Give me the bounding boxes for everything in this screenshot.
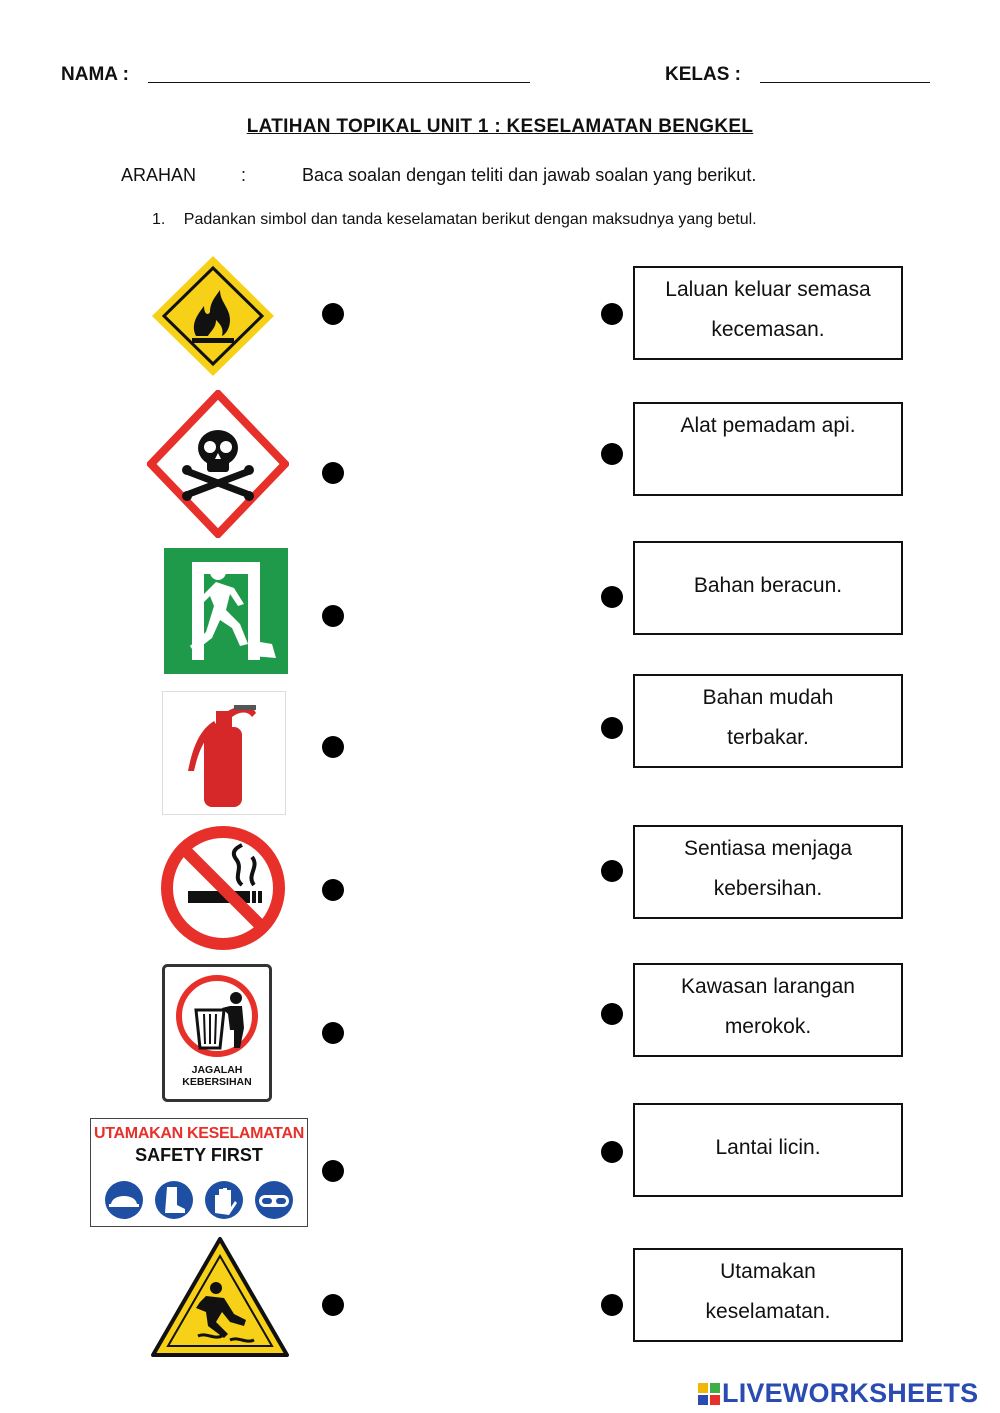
instruction-colon: : bbox=[241, 165, 247, 185]
left-match-dot-6[interactable] bbox=[322, 1022, 344, 1044]
question-number: 1. bbox=[152, 211, 166, 228]
left-match-dot-4[interactable] bbox=[322, 736, 344, 758]
answer-box-8 bbox=[633, 1248, 903, 1342]
answer-2-line1: Alat pemadam api. bbox=[680, 414, 856, 437]
answer-box-6 bbox=[633, 963, 903, 1057]
answer-7-line1: Lantai licin. bbox=[715, 1136, 821, 1159]
right-match-dot-7[interactable] bbox=[601, 1141, 623, 1163]
liveworksheets-brand[interactable]: LIVEWORKSHEETS bbox=[722, 1378, 979, 1408]
answer-6-line2: merokok. bbox=[724, 1015, 812, 1038]
answer-3-line1: Bahan beracun. bbox=[693, 574, 843, 597]
right-match-dot-4[interactable] bbox=[601, 717, 623, 739]
toxic-hazard-icon bbox=[147, 390, 289, 538]
answer-1-line2: kecemasan. bbox=[711, 318, 825, 341]
safety-first-banner-icon bbox=[90, 1118, 308, 1227]
right-match-dot-6[interactable] bbox=[601, 1003, 623, 1025]
answer-box-7 bbox=[633, 1103, 903, 1197]
name-label: NAMA : bbox=[61, 64, 129, 85]
emergency-exit-icon bbox=[164, 548, 288, 674]
answer-5-line1: Sentiasa menjaga bbox=[683, 837, 853, 860]
left-match-dot-7[interactable] bbox=[322, 1160, 344, 1182]
right-match-dot-3[interactable] bbox=[601, 586, 623, 608]
left-match-dot-1[interactable] bbox=[322, 303, 344, 325]
right-match-dot-8[interactable] bbox=[601, 1294, 623, 1316]
answer-4-line1: Bahan mudah bbox=[702, 686, 834, 709]
fire-extinguisher-icon bbox=[162, 691, 286, 815]
instruction-text: Baca soalan dengan teliti dan jawab soalan yang berikut. bbox=[302, 165, 757, 185]
banner-line2: SAFETY FIRST bbox=[135, 1145, 263, 1165]
slippery-floor-icon bbox=[150, 1236, 290, 1358]
left-match-dot-5[interactable] bbox=[322, 879, 344, 901]
answer-box-5 bbox=[633, 825, 903, 919]
class-field[interactable] bbox=[760, 82, 930, 83]
keep-clean-caption bbox=[162, 1064, 272, 1088]
liveworksheets-logo-icon bbox=[698, 1383, 720, 1405]
right-match-dot-5[interactable] bbox=[601, 860, 623, 882]
flammable-hazard-icon bbox=[150, 254, 276, 378]
answer-6-line1: Kawasan larangan bbox=[681, 975, 855, 998]
left-match-dot-3[interactable] bbox=[322, 605, 344, 627]
answer-box-2 bbox=[633, 402, 903, 496]
answer-5-line2: kebersihan. bbox=[713, 877, 823, 900]
instruction-label: ARAHAN bbox=[121, 165, 197, 185]
ppe-icons bbox=[103, 1179, 297, 1221]
name-field[interactable] bbox=[148, 82, 530, 83]
right-match-dot-2[interactable] bbox=[601, 443, 623, 465]
left-match-dot-2[interactable] bbox=[322, 462, 344, 484]
answer-4-line2: terbakar. bbox=[727, 726, 809, 749]
answer-box-4 bbox=[633, 674, 903, 768]
question-1 bbox=[152, 211, 757, 229]
left-match-dot-8[interactable] bbox=[322, 1294, 344, 1316]
answer-box-1 bbox=[633, 266, 903, 360]
page-title: LATIHAN TOPIKAL UNIT 1 : KESELAMATAN BENGKEL bbox=[246, 116, 754, 137]
banner-line1: UTAMAKAN KESELAMATAN bbox=[94, 1125, 304, 1142]
class-label: KELAS : bbox=[665, 64, 741, 85]
keep-clean-caption-line1: JAGALAH bbox=[191, 1064, 243, 1076]
answer-1-line1: Laluan keluar semasa bbox=[665, 278, 871, 301]
question-text: Padankan simbol dan tanda keselamatan berikut dengan maksudnya yang betul. bbox=[183, 211, 757, 228]
keep-clean-sign-icon bbox=[162, 964, 272, 1102]
keep-clean-caption-line2: KEBERSIHAN bbox=[182, 1076, 252, 1088]
no-smoking-icon bbox=[160, 825, 286, 951]
answer-box-3 bbox=[633, 541, 903, 635]
right-match-dot-1[interactable] bbox=[601, 303, 623, 325]
answer-8-line1: Utamakan bbox=[720, 1260, 816, 1283]
answer-8-line2: keselamatan. bbox=[705, 1300, 831, 1323]
